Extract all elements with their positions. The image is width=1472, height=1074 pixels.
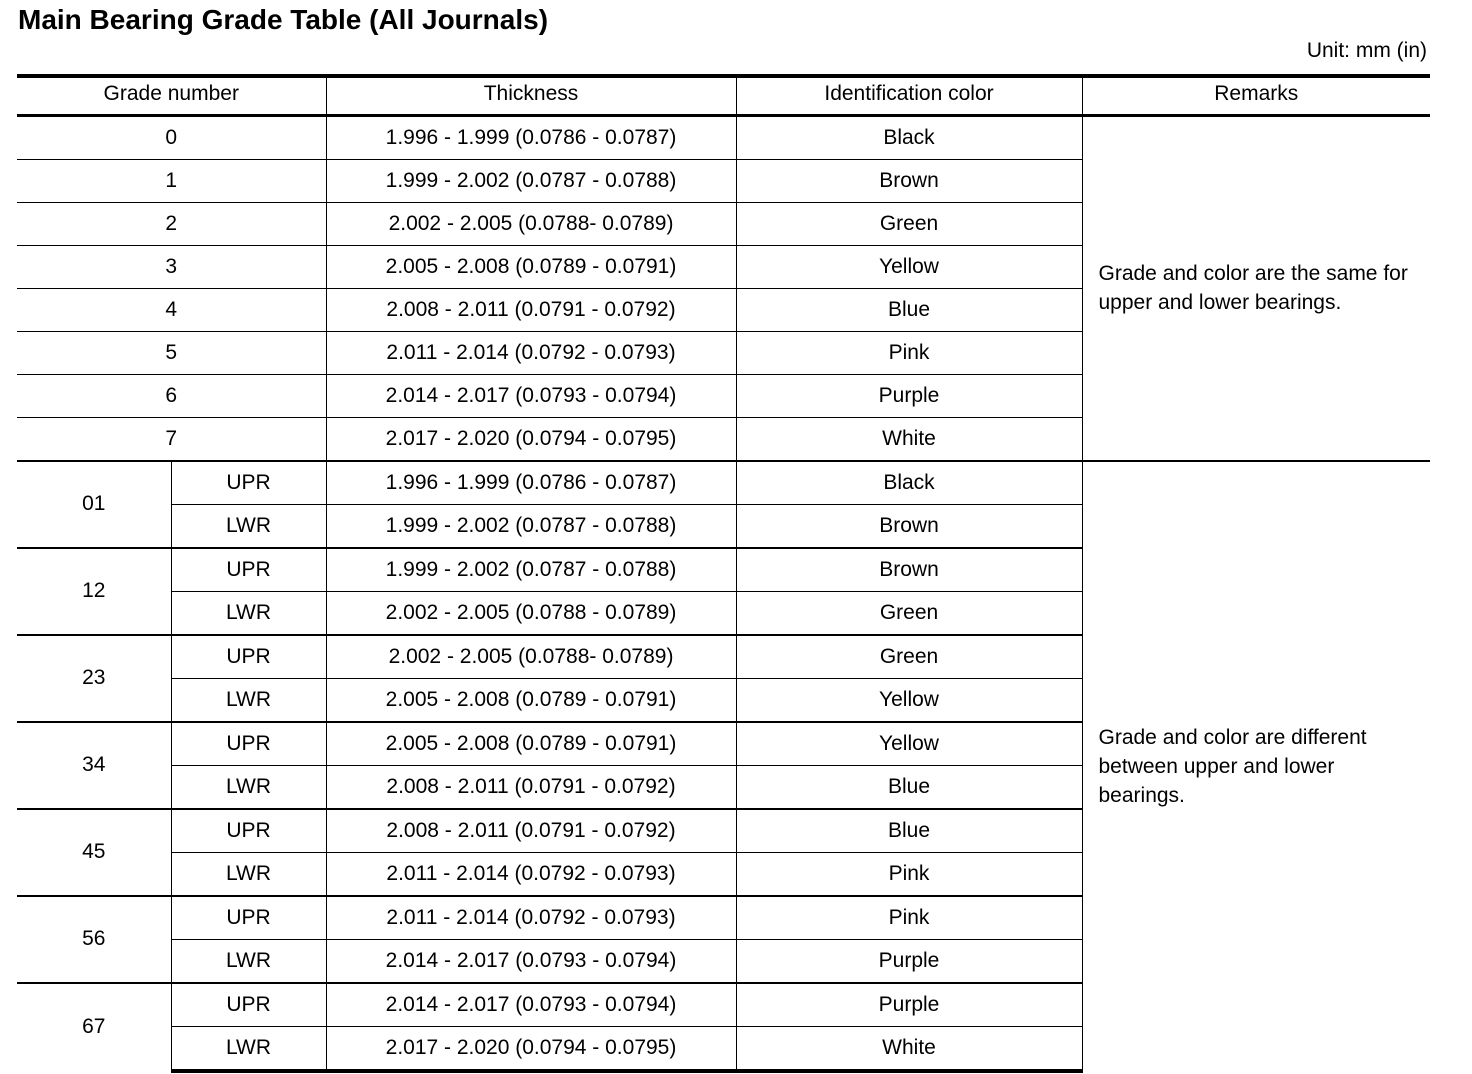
position-cell: LWR — [171, 504, 326, 548]
grade-number-cell: 01 — [17, 461, 171, 548]
thickness-cell: 2.008 - 2.011 (0.0791 - 0.0792) — [326, 765, 736, 809]
remarks-same-cell: Grade and color are the same for upper and lower bearings. — [1082, 115, 1430, 461]
grade-number-cell: 1 — [17, 159, 326, 202]
color-cell: White — [736, 1026, 1082, 1071]
color-cell: Brown — [736, 504, 1082, 548]
thickness-cell: 2.008 - 2.011 (0.0791 - 0.0792) — [326, 288, 736, 331]
color-cell: Purple — [736, 983, 1082, 1027]
position-cell: LWR — [171, 852, 326, 896]
position-cell: LWR — [171, 939, 326, 983]
thickness-cell: 2.011 - 2.014 (0.0792 - 0.0793) — [326, 852, 736, 896]
pair-grade-section — [17, 461, 1430, 1071]
color-cell: Brown — [736, 548, 1082, 592]
color-cell: Blue — [736, 288, 1082, 331]
remarks-different-cell: Grade and color are different between upper and lower bearings. — [1082, 461, 1430, 1071]
position-cell: UPR — [171, 809, 326, 853]
table-row — [17, 115, 1430, 159]
color-cell: White — [736, 417, 1082, 461]
grade-number-cell: 7 — [17, 417, 326, 461]
position-cell: UPR — [171, 461, 326, 505]
color-cell: Brown — [736, 159, 1082, 202]
grade-number-cell: 45 — [17, 809, 171, 896]
color-cell: Yellow — [736, 245, 1082, 288]
header-row — [17, 76, 1430, 115]
thickness-cell: 1.996 - 1.999 (0.0786 - 0.0787) — [326, 115, 736, 159]
thickness-cell: 2.005 - 2.008 (0.0789 - 0.0791) — [326, 678, 736, 722]
thickness-cell: 2.017 - 2.020 (0.0794 - 0.0795) — [326, 417, 736, 461]
grade-number-cell: 23 — [17, 635, 171, 722]
page-title: Main Bearing Grade Table (All Journals) — [18, 4, 549, 35]
thickness-cell: 1.999 - 2.002 (0.0787 - 0.0788) — [326, 504, 736, 548]
color-cell: Black — [736, 115, 1082, 159]
grade-number-cell: 34 — [17, 722, 171, 809]
color-cell: Purple — [736, 374, 1082, 417]
same-grade-section — [17, 115, 1430, 461]
color-cell: Green — [736, 635, 1082, 679]
table-row — [17, 461, 1430, 505]
header-grade-number: Grade number — [17, 76, 326, 115]
header-remarks: Remarks — [1082, 76, 1430, 115]
thickness-cell: 2.002 - 2.005 (0.0788- 0.0789) — [326, 635, 736, 679]
position-cell: UPR — [171, 896, 326, 940]
position-cell: LWR — [171, 1026, 326, 1071]
thickness-cell: 2.011 - 2.014 (0.0792 - 0.0793) — [326, 331, 736, 374]
thickness-cell: 1.999 - 2.002 (0.0787 - 0.0788) — [326, 548, 736, 592]
thickness-cell: 2.008 - 2.011 (0.0791 - 0.0792) — [326, 809, 736, 853]
color-cell: Pink — [736, 331, 1082, 374]
grade-number-cell: 67 — [17, 983, 171, 1071]
thickness-cell: 2.002 - 2.005 (0.0788 - 0.0789) — [326, 591, 736, 635]
thickness-cell: 2.011 - 2.014 (0.0792 - 0.0793) — [326, 896, 736, 940]
color-cell: Green — [736, 202, 1082, 245]
thickness-cell: 1.996 - 1.999 (0.0786 - 0.0787) — [326, 461, 736, 505]
header-identification-color: Identification color — [736, 76, 1082, 115]
grade-number-cell: 2 — [17, 202, 326, 245]
color-cell: Pink — [736, 896, 1082, 940]
position-cell: LWR — [171, 591, 326, 635]
color-cell: Blue — [736, 765, 1082, 809]
color-cell: Blue — [736, 809, 1082, 853]
color-cell: Pink — [736, 852, 1082, 896]
unit-label: Unit: mm (in) — [1306, 39, 1427, 62]
grade-number-cell: 56 — [17, 896, 171, 983]
color-cell: Yellow — [736, 678, 1082, 722]
thickness-cell: 2.005 - 2.008 (0.0789 - 0.0791) — [326, 722, 736, 766]
color-cell: Green — [736, 591, 1082, 635]
grade-table — [17, 74, 1430, 1073]
position-cell: UPR — [171, 548, 326, 592]
grade-number-cell: 0 — [165, 125, 178, 149]
position-cell: UPR — [171, 635, 326, 679]
position-cell: UPR — [171, 983, 326, 1027]
thickness-cell: 2.014 - 2.017 (0.0793 - 0.0794) — [326, 939, 736, 983]
position-cell: LWR — [171, 678, 326, 722]
thickness-cell: 2.014 - 2.017 (0.0793 - 0.0794) — [326, 983, 736, 1027]
grade-number-cell: 12 — [17, 548, 171, 635]
position-cell: UPR — [171, 722, 326, 766]
thickness-cell: 2.014 - 2.017 (0.0793 - 0.0794) — [326, 374, 736, 417]
thickness-cell: 2.002 - 2.005 (0.0788- 0.0789) — [326, 202, 736, 245]
grade-number-cell: 4 — [17, 288, 326, 331]
thickness-cell: 2.017 - 2.020 (0.0794 - 0.0795) — [326, 1026, 736, 1071]
grade-number-cell: 3 — [17, 245, 326, 288]
thickness-cell: 2.005 - 2.008 (0.0789 - 0.0791) — [326, 245, 736, 288]
grade-number-cell: 6 — [17, 374, 326, 417]
position-cell: LWR — [171, 765, 326, 809]
color-cell: Purple — [736, 939, 1082, 983]
color-cell: Yellow — [736, 722, 1082, 766]
thickness-cell: 1.999 - 2.002 (0.0787 - 0.0788) — [326, 159, 736, 202]
grade-number-cell: 5 — [17, 331, 326, 374]
header-thickness: Thickness — [326, 76, 736, 115]
color-cell: Black — [736, 461, 1082, 505]
